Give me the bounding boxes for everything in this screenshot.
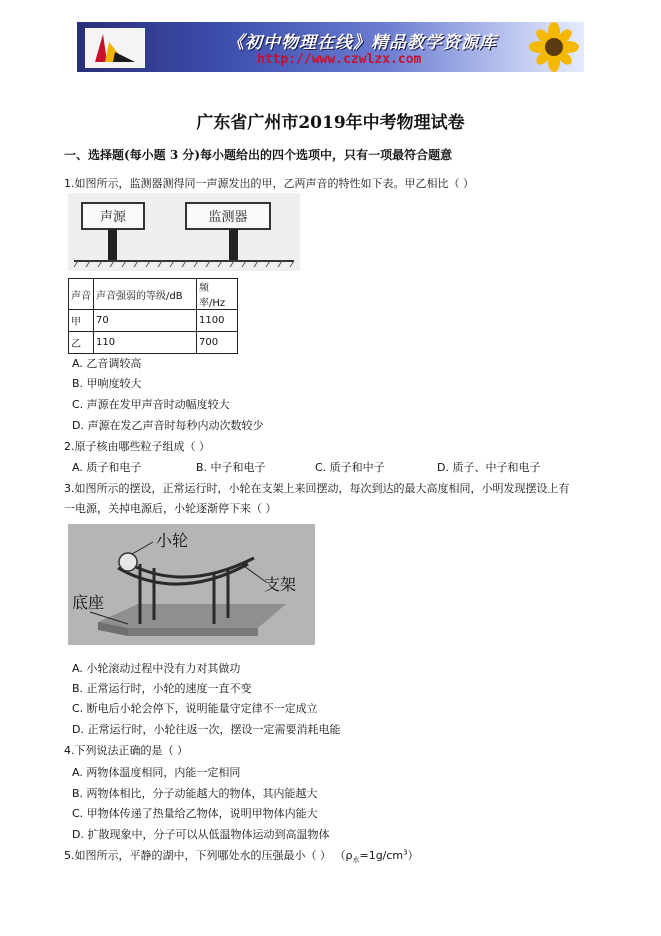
table-cell: 700 — [197, 332, 238, 354]
question-2-stem: 2.原子核由哪些粒子组成（ ） — [64, 440, 210, 453]
document-title: 广东省广州市2019年中考物理试卷 — [196, 113, 465, 133]
question-4-stem: 4.下列说法正确的是（ ） — [64, 744, 188, 757]
q4-option-a[interactable]: A. 两物体温度相同，内能一定相同 — [72, 766, 241, 779]
figure-label-bracket: 支架 — [264, 575, 297, 594]
table-header-cell: 声音强弱的等级/dB — [94, 279, 197, 310]
q3-option-a[interactable]: A. 小轮滚动过程中没有力对其做功 — [72, 662, 241, 675]
q2-option-c[interactable]: C. 质子和中子 — [315, 461, 385, 474]
q1-option-d[interactable]: D. 声源在发乙声音时每秒内动次数较少 — [72, 419, 264, 432]
swing-wheel-figure — [68, 524, 315, 645]
question-3-stem-line2: 一电源，关掉电源后，小轮逐渐停下来（ ） — [64, 502, 277, 515]
question-3-stem-line1: 3.如图所示的摆设，正常运行时，小轮在支架上来回摆动，每次到达的最大高度相同，小明发现摆设上有 — [64, 482, 570, 495]
sunflower-icon — [514, 22, 584, 72]
question-5-text: 5.如图所示，平静的湖中，下列哪处水的压强最小（ ） — [64, 849, 331, 862]
q4-option-b[interactable]: B. 两物体相比，分子动能越大的物体，其内能越大 — [72, 787, 318, 800]
water-density-note: $(\rho_水=1g/cm^3)$ — [334, 848, 419, 865]
figure-label-monitor: 监测器 — [208, 210, 248, 225]
q2-option-a[interactable]: A. 质子和电子 — [72, 461, 142, 474]
table-cell: 甲 — [69, 310, 94, 332]
q4-option-c[interactable]: C. 甲物体传递了热量给乙物体，说明甲物体内能大 — [72, 807, 318, 820]
q1-option-a[interactable]: A. 乙音调较高 — [72, 357, 142, 370]
table-row — [69, 332, 238, 354]
table-header-cell: 声音 — [69, 279, 94, 310]
q3-option-d[interactable]: D. 正常运行时，小轮往返一次，摆设一定需要消耗电能 — [72, 723, 341, 736]
section-heading: 一、选择题(每小题 3 分)每小题给出的四个选项中，只有一项最符合题意 — [64, 148, 453, 162]
figure-label-wheel: 小轮 — [156, 531, 189, 550]
q3-option-b[interactable]: B. 正常运行时，小轮的速度一直不变 — [72, 682, 252, 695]
table-cell: 乙 — [69, 332, 94, 354]
q2-option-b[interactable]: B. 中子和电子 — [196, 461, 266, 474]
q2-option-d[interactable]: D. 质子、中子和电子 — [437, 461, 541, 474]
table-header-row — [69, 279, 238, 310]
question-5-stem — [64, 847, 419, 865]
sound-monitor-figure — [68, 193, 300, 271]
banner-title: 《初中物理在线》精品教学资源库 — [227, 33, 497, 53]
banner-url[interactable]: http://www.czwlzx.com — [257, 52, 422, 67]
q4-option-d[interactable]: D. 扩散现象中，分子可以从低温物体运动到高温物体 — [72, 828, 330, 841]
table-cell: 70 — [94, 310, 197, 332]
figure-label-source: 声源 — [99, 210, 127, 225]
logo-icon — [85, 28, 145, 68]
q3-option-c[interactable]: C. 断电后小轮会停下，说明能量守定律不一定成立 — [72, 702, 318, 715]
q1-option-b[interactable]: B. 甲响度较大 — [72, 377, 142, 390]
table-row — [69, 310, 238, 332]
table-cell: 110 — [94, 332, 197, 354]
table-header-cell: 频率/Hz — [197, 279, 238, 310]
q1-option-c[interactable]: C. 声源在发甲声音时动幅度较大 — [72, 398, 230, 411]
figure-label-base: 底座 — [72, 593, 105, 612]
header-banner — [77, 22, 584, 72]
sound-data-table — [68, 278, 238, 354]
table-cell: 1100 — [197, 310, 238, 332]
question-1-stem: 1.如图所示，监测器测得同一声源发出的甲，乙两声音的特性如下表。甲乙相比（ ） — [64, 177, 474, 190]
